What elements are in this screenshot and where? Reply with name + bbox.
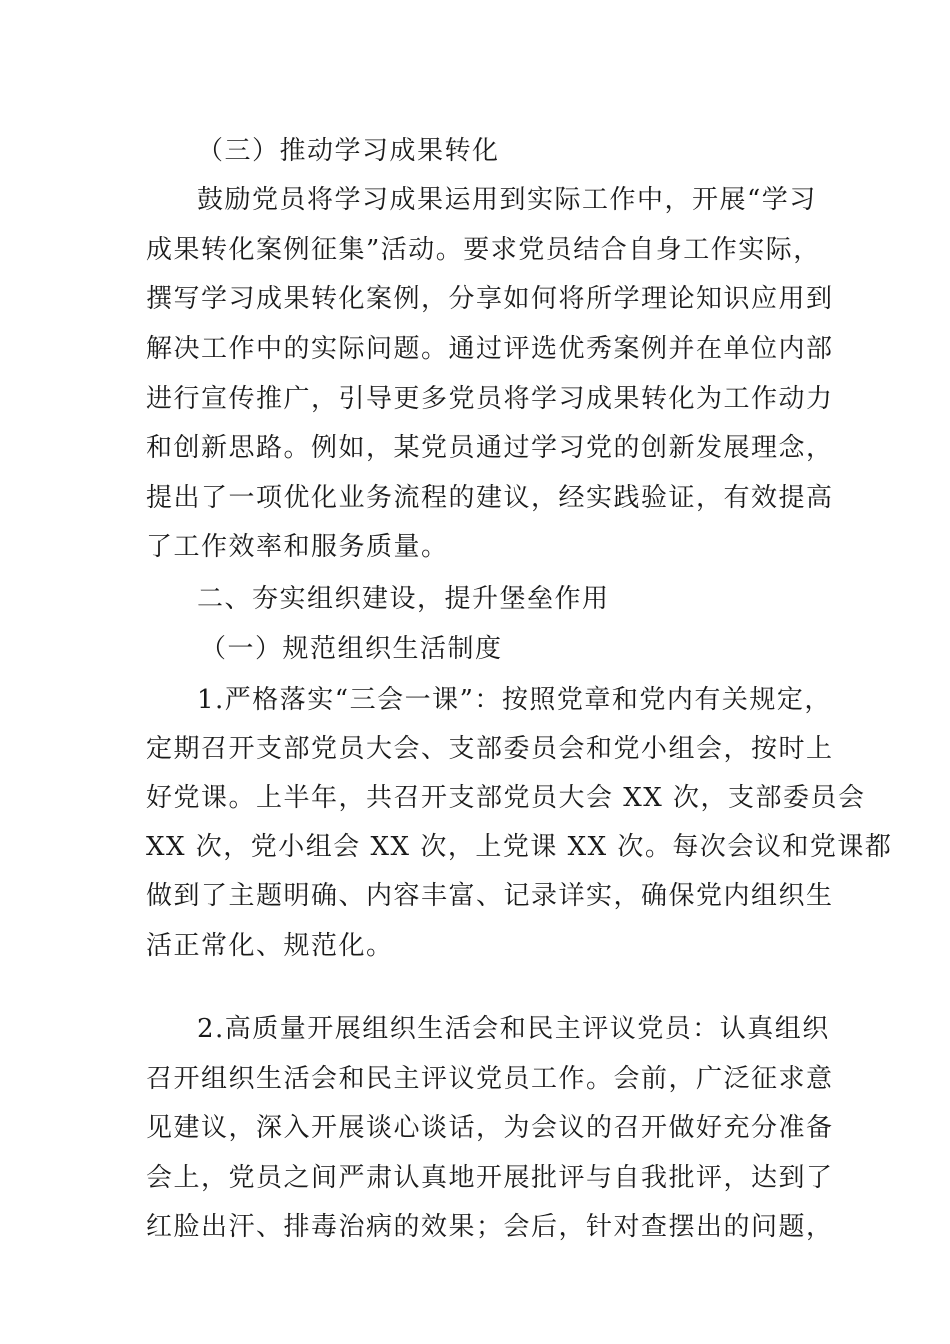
subheading-standardize-organizational-life: （一）规范组织生活制度 (200, 634, 503, 664)
paragraph-line: 做到了主题明确、内容丰富、记录详实，确保党内组织生 (146, 881, 834, 911)
paragraph-line: 和创新思路。例如，某党员通过学习党的创新发展理念， (146, 433, 834, 463)
paragraph-line: 鼓励党员将学习成果运用到实际工作中，开展“学习 (197, 185, 817, 215)
paragraph-line: XX 次，党小组会 XX 次，上党课 XX 次。每次会议和党课都 (146, 832, 893, 862)
paragraph-line: 2.高质量开展组织生活会和民主评议党员：认真组织 (197, 1014, 830, 1044)
paragraph-line: 解决工作中的实际问题。通过评选优秀案例并在单位内部 (146, 334, 834, 364)
paragraph-line: 1.严格落实“三会一课”：按照党章和党内有关规定， (197, 685, 832, 715)
paragraph-line: 会上，党员之间严肃认真地开展批评与自我批评，达到了 (146, 1163, 834, 1193)
subheading-achievement-transformation: （三）推动学习成果转化 (197, 136, 500, 166)
paragraph-line: 提出了一项优化业务流程的建议，经实践验证，有效提高 (146, 483, 834, 513)
paragraph-line: 了工作效率和服务质量。 (146, 532, 449, 562)
paragraph-line: 撰写学习成果转化案例，分享如何将所学理论知识应用到 (146, 284, 834, 314)
paragraph-line: 活正常化、规范化。 (146, 931, 394, 961)
paragraph-line: 见建议，深入开展谈心谈话，为会议的召开做好充分准备 (146, 1113, 834, 1143)
paragraph-line: 定期召开支部党员大会、支部委员会和党小组会，按时上 (146, 734, 834, 764)
paragraph-line: 红脸出汗、排毒治病的效果；会后，针对查摆出的问题， (146, 1212, 834, 1242)
paragraph-line: 进行宣传推广，引导更多党员将学习成果转化为工作动力 (146, 384, 834, 414)
paragraph-line: 成果转化案例征集”活动。要求党员结合自身工作实际， (146, 235, 821, 265)
paragraph-line: 召开组织生活会和民主评议党员工作。会前，广泛征求意 (146, 1064, 834, 1094)
paragraph-line: 好党课。上半年，共召开支部党员大会 XX 次，支部委员会 (146, 783, 866, 813)
section-heading-organization: 二、夯实组织建设，提升堡垒作用 (197, 584, 610, 614)
